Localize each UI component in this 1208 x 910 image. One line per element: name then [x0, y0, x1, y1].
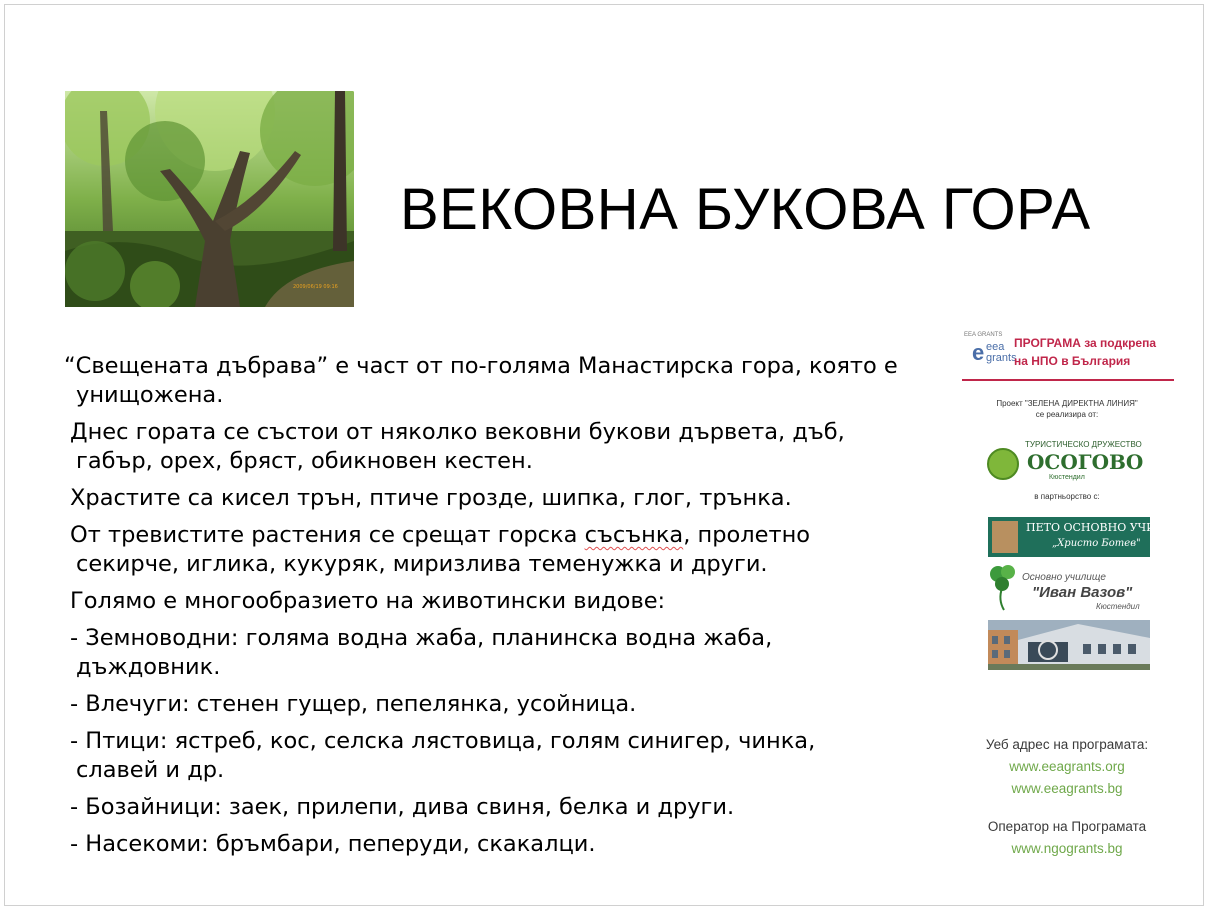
paragraph-line: габър, орех, бряст, обикновен кестен. [76, 448, 533, 474]
program-line2: на НПО в България [1014, 354, 1131, 368]
paragraph [64, 352, 944, 410]
program-name [1014, 334, 1156, 370]
eea-e-icon: e [972, 340, 985, 365]
eea-text: eea [986, 341, 1005, 353]
building-image [988, 620, 1150, 670]
text-run: , пролетно [683, 522, 811, 548]
osogovo-name: ОСОГОВО [1027, 450, 1144, 474]
portrait-icon [992, 521, 1018, 553]
school5-line2: „Христо Ботев" [1052, 538, 1141, 549]
school5-line1: ПЕТО ОСНОВНО УЧИЛИЩЕ [1026, 521, 1196, 534]
program-footer [960, 734, 1174, 860]
paragraph-line: унищожена. [76, 382, 224, 408]
paragraph-line: Голямо е многообразието на животински видове: [70, 588, 666, 614]
operator-label: Оператор на Програмата [987, 819, 1147, 834]
paragraph [64, 830, 944, 859]
paragraph-line [64, 521, 944, 550]
paragraph-line: славей и др. [76, 757, 225, 783]
vazov-line1: Основно училище [1022, 572, 1106, 583]
eea-grants-logo [962, 322, 1174, 380]
paragraph-line: дъждовник. [76, 654, 221, 680]
grants-text: grants [986, 352, 1017, 364]
school-ivan-vazov-logo [988, 562, 1158, 614]
paragraph-line: Днес гората се състои от няколко вековни букови дървета, дъб, [70, 419, 845, 445]
paragraph [64, 521, 944, 579]
paragraph [64, 624, 944, 682]
partnership-caption: в партньорство с: [1034, 492, 1100, 501]
paragraph-line: - Бозайници: заек, прилепи, дива свиня, белка и други. [70, 794, 735, 820]
paragraph-line: - Влечуги: стенен гущер, пепелянка, усойница. [70, 691, 637, 717]
osogovo-city: Кюстендил [1049, 474, 1085, 481]
project-caption [972, 398, 1162, 420]
photo-timestamp: 2009/06/19 09:16 [293, 284, 338, 290]
paragraph [64, 587, 944, 616]
paragraph [64, 690, 944, 719]
paragraph-line: “Свещената дъбрава” е част от по-голяма Манастирска гора, която е [64, 353, 898, 379]
eea-small-text: EEA GRANTS [964, 332, 1003, 338]
web-address-label: Уеб адрес на програмата: [985, 737, 1149, 752]
slide-body-text [64, 352, 944, 867]
paragraph [64, 484, 944, 513]
text-run: От тревистите растения се срещат горска [70, 522, 585, 548]
spellcheck-word: съсънка [584, 522, 684, 548]
osogovo-seal-icon [987, 448, 1019, 480]
clover-icon [988, 562, 1018, 612]
link-eeagrants-bg[interactable]: www.eeagrants.bg [1011, 781, 1123, 796]
osogovo-logo [985, 440, 1155, 486]
project-line2: се реализира от: [1035, 410, 1099, 419]
paragraph-line: Храстите са кисел трън, птиче грозде, шипка, глог, трънка. [70, 485, 792, 511]
project-line1: Проект "ЗЕЛЕНА ДИРЕКТНА ЛИНИЯ" [996, 399, 1138, 408]
eea-wordmark [986, 342, 1017, 364]
paragraph [64, 793, 944, 822]
slide-title: ВЕКОВНА БУКОВА ГОРА [400, 177, 1091, 242]
paragraph-line: - Птици: ястреб, кос, селска лястовица, голям синигер, чинка, [70, 728, 816, 754]
program-line1: ПРОГРАМА за подкрепа [1014, 336, 1157, 350]
paragraph [64, 727, 944, 785]
school-hristo-botev-logo [988, 517, 1196, 557]
building-photo [988, 620, 1150, 670]
paragraph [64, 418, 944, 476]
paragraph-line: секирче, иглика, кукуряк, миризлива теменужка и други. [76, 551, 768, 577]
forest-photo-image [65, 91, 354, 307]
spacer [960, 800, 1174, 816]
eea-divider [962, 379, 1174, 381]
forest-photo [65, 91, 354, 307]
link-ngogrants-bg[interactable]: www.ngogrants.bg [1011, 841, 1123, 856]
osogovo-top: ТУРИСТИЧЕСКО ДРУЖЕСТВО [1025, 440, 1142, 449]
vazov-line3: Кюстендил [1096, 602, 1140, 611]
paragraph-line: - Земноводни: голяма водна жаба, планинска водна жаба, [70, 625, 773, 651]
link-eeagrants-org[interactable]: www.eeagrants.org [1009, 759, 1125, 774]
paragraph-line: - Насекоми: бръмбари, пеперуди, скакалци. [70, 831, 596, 857]
vazov-line2: "Иван Вазов" [1032, 584, 1133, 601]
